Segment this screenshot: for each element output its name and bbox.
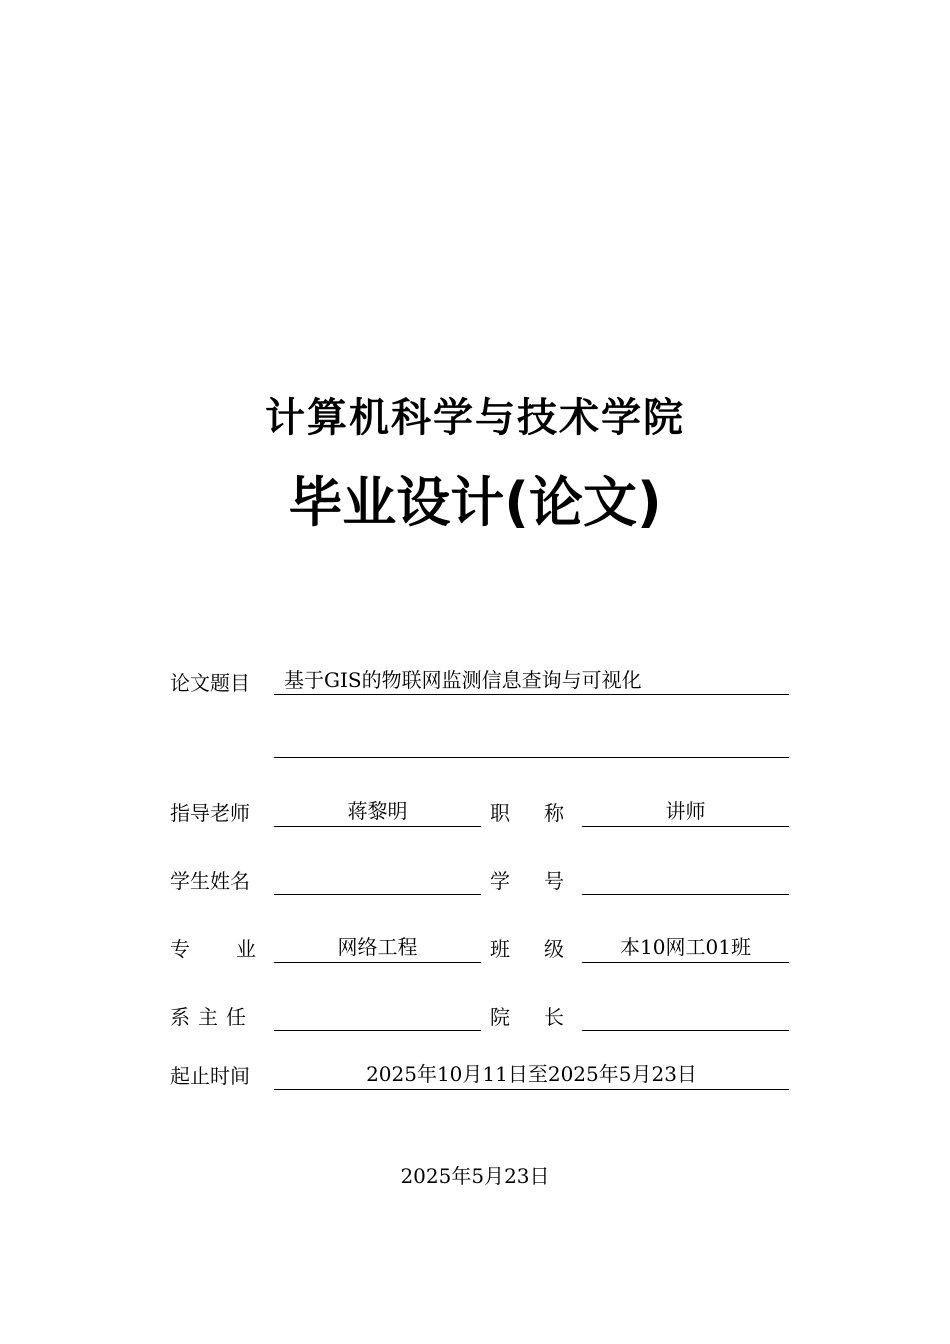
dept-head-label: 系主任: [170, 1005, 254, 1029]
cover-date: 2025年5月23日: [400, 1164, 550, 1188]
advisor-label: 指导老师: [170, 801, 250, 825]
class-field[interactable]: 本10网工01班: [582, 932, 789, 963]
dean-field[interactable]: [582, 1000, 789, 1031]
major-label: 专业: [170, 937, 302, 961]
topic-label: 论文题目: [170, 671, 250, 695]
period-field[interactable]: 2025年10月11日至2025年5月23日: [274, 1059, 789, 1090]
topic-field[interactable]: 基于GIS的物联网监测信息查询与可视化: [274, 665, 789, 695]
student-id-field[interactable]: [582, 864, 789, 895]
document-title: 毕业设计(论文): [288, 471, 662, 534]
school-name: 计算机科学与技术学院: [265, 394, 685, 441]
major-field[interactable]: 网络工程: [274, 932, 481, 963]
topic-field-line2[interactable]: [274, 728, 789, 758]
advisor-field[interactable]: 蒋黎明: [274, 796, 481, 827]
student-id-label: 学号: [490, 869, 598, 893]
dean-label: 院长: [490, 1005, 598, 1029]
student-field[interactable]: [274, 864, 481, 895]
dept-head-field[interactable]: [274, 1000, 481, 1031]
class-label: 班级: [490, 937, 598, 961]
rank-label: 职称: [490, 801, 598, 825]
student-label: 学生姓名: [170, 869, 250, 893]
period-label: 起止时间: [170, 1064, 250, 1088]
rank-field[interactable]: 讲师: [582, 796, 789, 827]
